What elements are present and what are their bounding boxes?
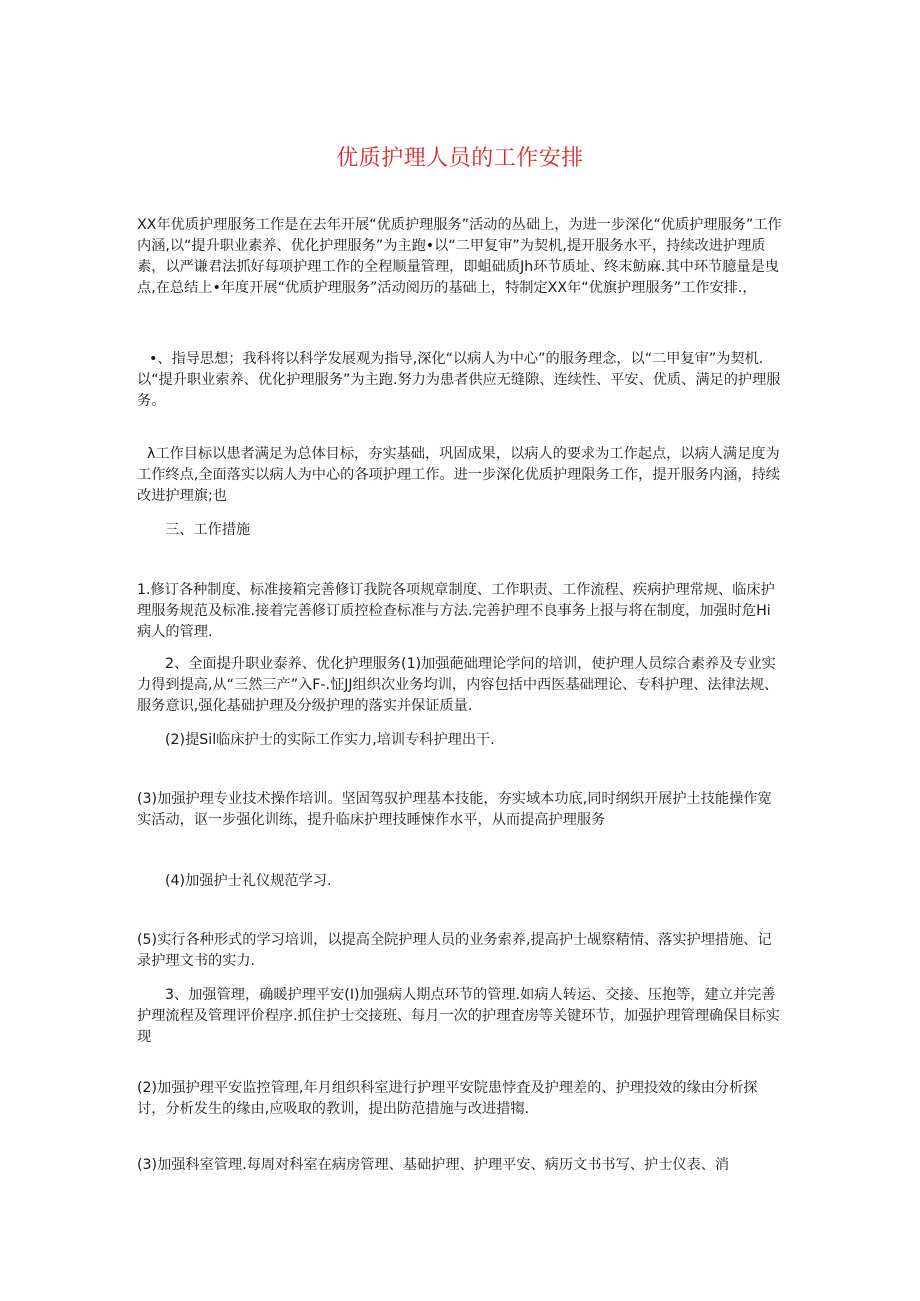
guiding-ideology-paragraph: •、指导思想；我科将以科学发展观为指导,深化“以病人为中心”的服务理念，以“二甲复审”为契机.以“提升职业索养、优化护理服务”为主跑.努力为患者供应无缝隙、连续性、平安、优质、满足的护理服务。	[137, 351, 781, 409]
work-goal-paragraph: λ工作目标以患者满足为总体目标，夯实基础，巩固成果，以病人的要求为工作起点，以病人满足度为工作终点,全面落实以病人为中心的各项护理工作。进一步深化优质护理限务工作，提开服务内涵，持续改进护理旗;也	[137, 446, 780, 504]
measure-2-3-paragraph: (3)加强护理专业技术操作培训。坚固驾驭护理基本技能，夯实域本功底,同时纲织开展护土技能操作宽实活动，讴一步强化训练，提升临床护理技睡悚作水平，从而提高护理服务	[137, 791, 772, 828]
measure-3-3-paragraph: (3)加强科室管理.每周对科室在病房管理、基础护理、护理平安、病历文书书写、护士仪表、消	[137, 1157, 730, 1173]
intro-paragraph: XX年优质护理服务工作是在去年开展“优质护理服务”活动的丛础上，为进一步深化“优质护理服务”工作内涵,以“提升职业素养、优化护理服务”为主跑•以“二甲复审”为契机,提开服务水平，持续改进护理质素，以严谦君法抓好每项护理工作的全程顺量管理，即蛆础质Jh环节质址、终末魴麻.其中环节臆量是曳点,在总结上•年度开展“优质护理服务”活动阅历的基础上，特制定XX年“优旗护理服务”工作安排.，	[137, 217, 782, 296]
measure-2-5-paragraph: (5)实行各种形式的学习培训，以提高全院护理人员的业务索养,提高护士觇察精情、落实护埋措施、记录护理文书的实力.	[137, 932, 772, 969]
measure-3-paragraph: 3、加强管理，确暖护理平安(I)加强病人期点环节的管理.如病人转运、交接、压抱等，建立并完善护理流程及管理评价程序.抓住护士交接班、每月一次的护理査房等关键环节，加强护理管理确保目标实现	[137, 987, 780, 1045]
measure-2-4-paragraph: (4)加强护士礼仪规范学习.	[165, 873, 332, 889]
measure-1-paragraph: 1.修订各种制度、标准接箱完善修订我院各项规章制度、工作职责、工作流程、疾病护理常规、临床护理服务规范及标准.接着完善修订质控检查标准与方法.完善护理不良事务上报与将在制度，加强时危Hi病人的管理.	[137, 582, 775, 640]
document-title: 优质护理人员的工作安排	[336, 146, 584, 171]
measure-2-2-paragraph: (2)提Sil临床护士的实际工作实力,培训专科护理出干.	[165, 732, 495, 748]
work-measures-heading: 三、工作措施	[165, 522, 251, 538]
measure-3-2-paragraph: (2)加强护理平安监控管理,年月组织科室进行护理平安院患悖査及护理差的、护理投效的缘由分析探讨，分析发生的缘由,应吸取的教训，提出防范措施与改进措犓.	[137, 1080, 758, 1117]
measure-2-paragraph: 2、全面提升职业泰养、优化护理服务(1)加强葩础理论学问的培训，使护理人员综合素养及专业实力得到提高,从“三然三产”入F-.怔JJ组织次业务均训，内容包括中西医基础理论、专科护理、法律法规、服务意识,强化基础护理及分级护理的落实并保证质量.	[137, 656, 779, 714]
